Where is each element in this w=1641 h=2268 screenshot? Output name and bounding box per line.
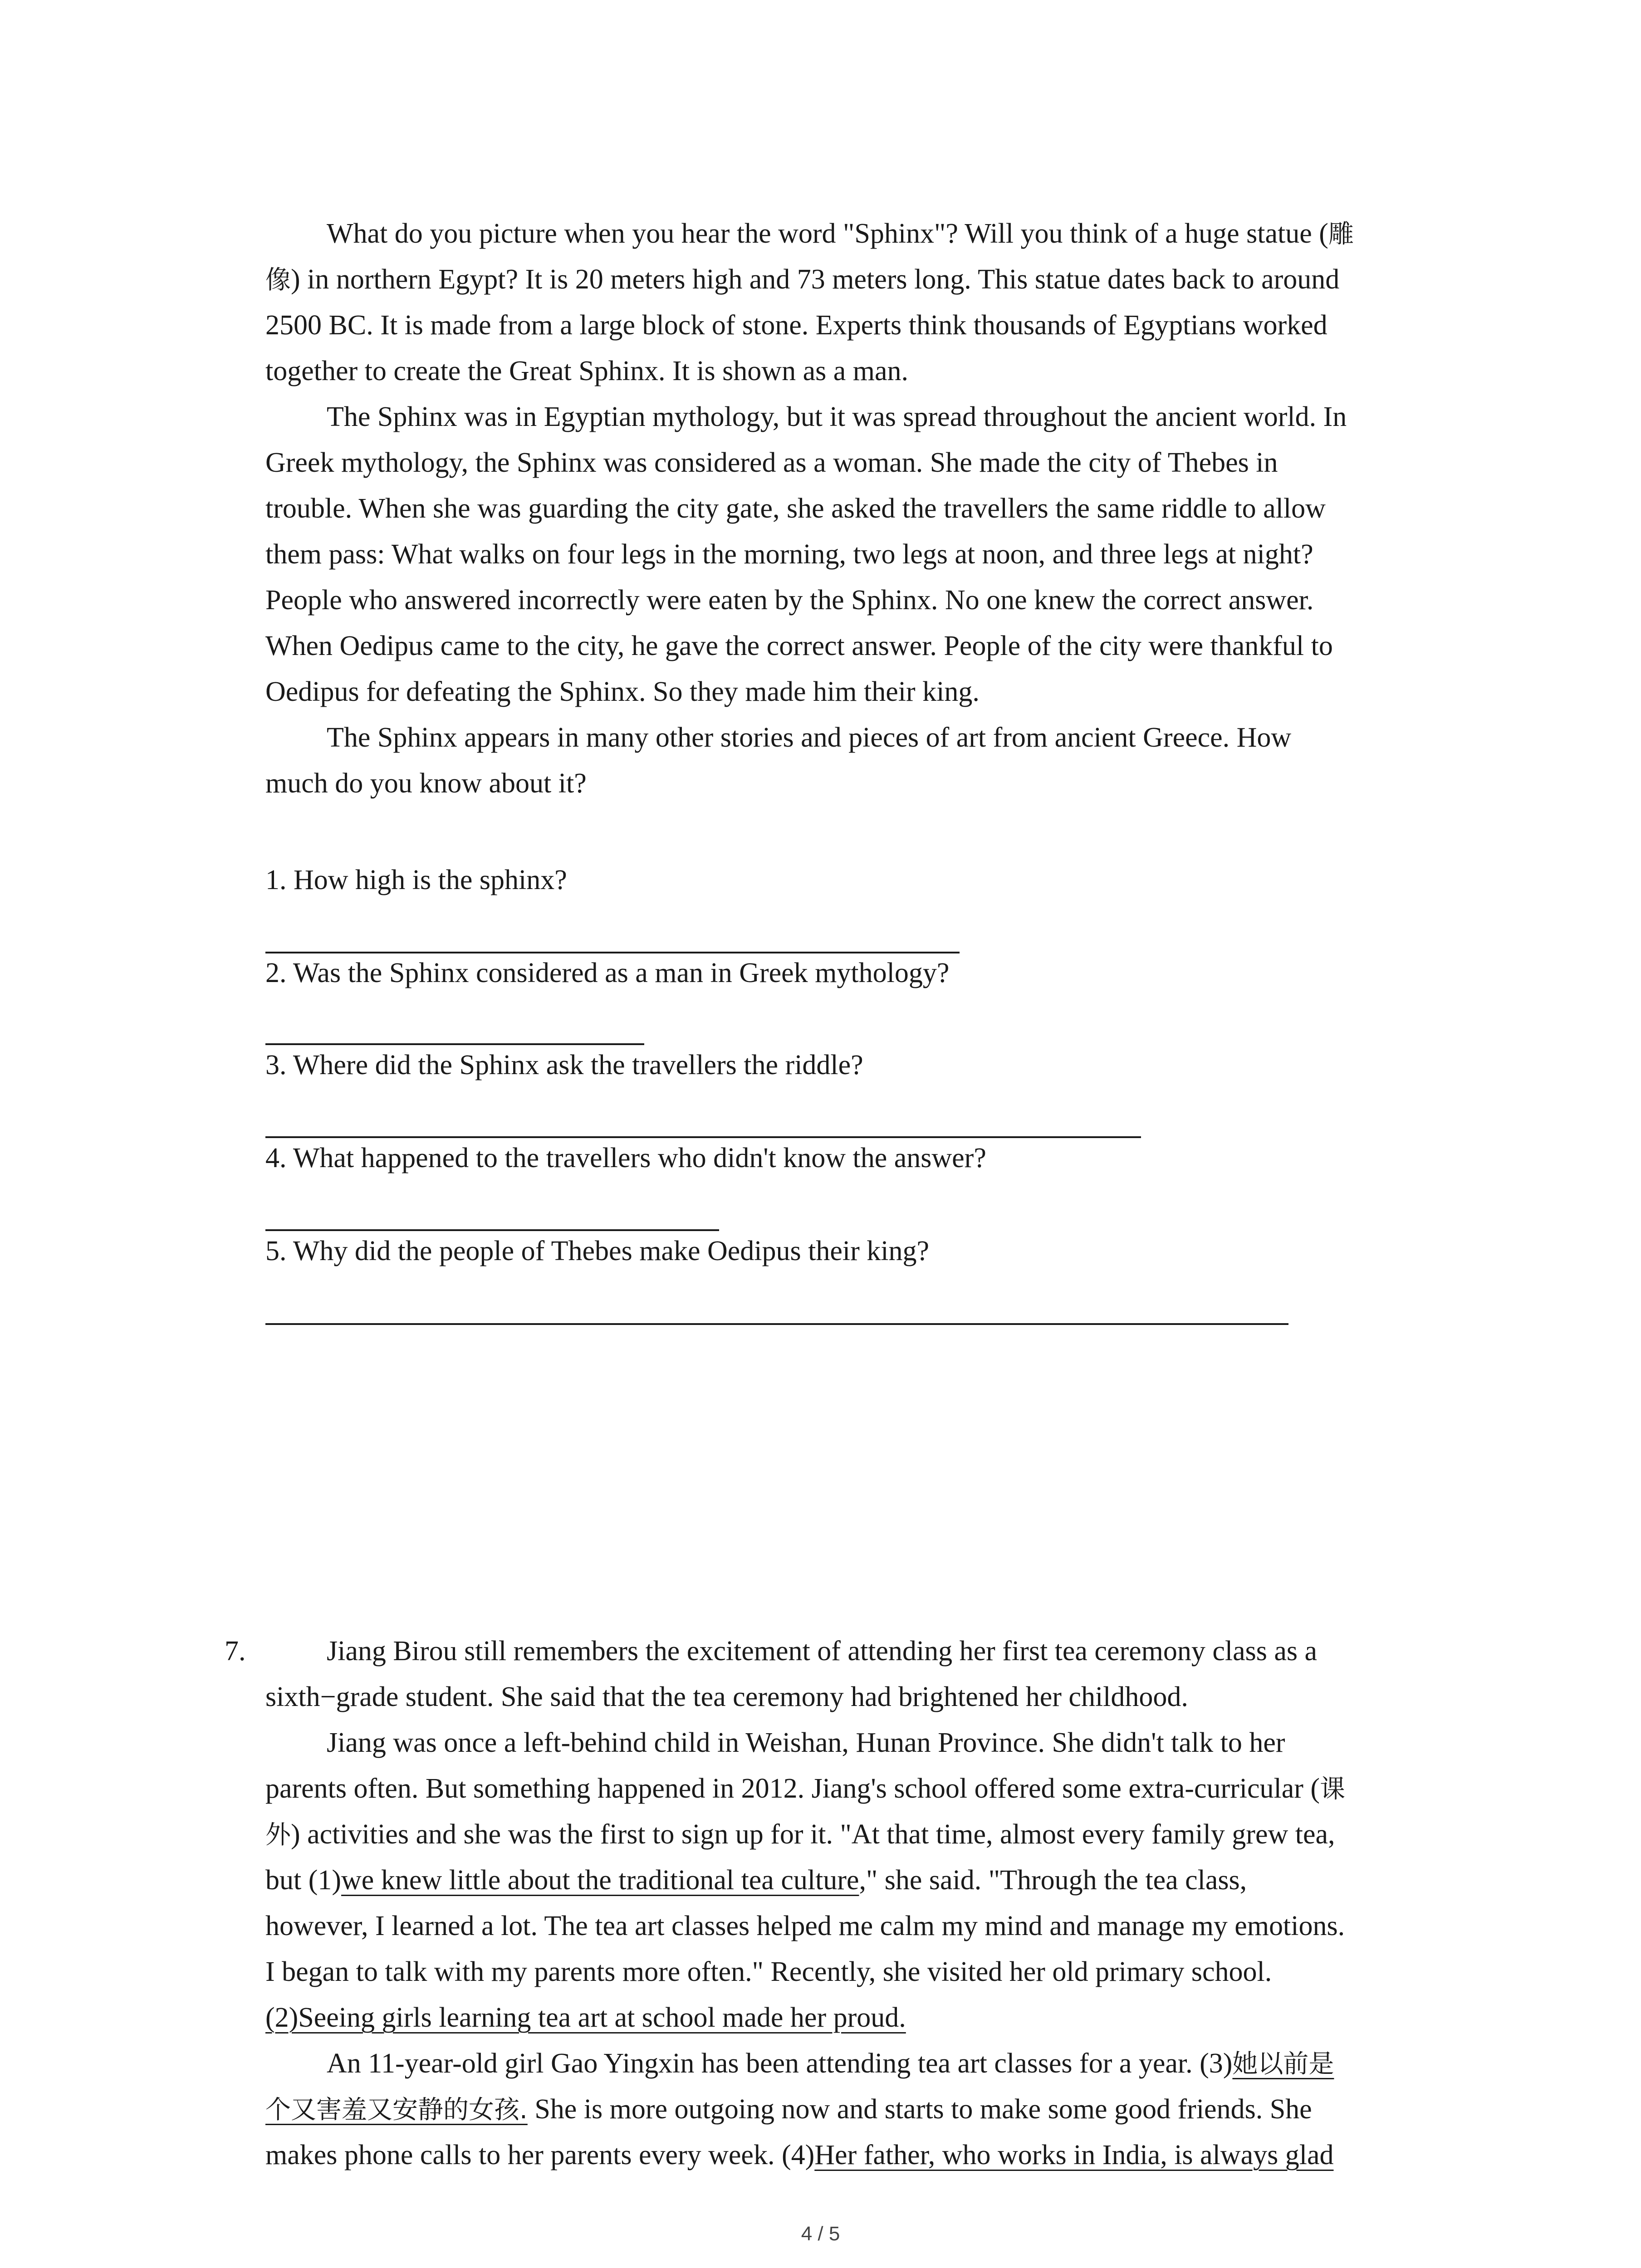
answer-line-5[interactable] (265, 1323, 1288, 1325)
text-run: An 11-year-old girl Gao Yingxin has been attending tea art classes for a year. (3) (327, 2048, 1233, 2079)
question-4: 4. What happened to the travellers who didn't know the answer? (265, 1143, 986, 1173)
answer-line-4[interactable] (265, 1229, 719, 1231)
passage-line: trouble. When she was guarding the city gate, she asked the travellers the same riddle to allow (265, 493, 1326, 524)
passage-line: 2500 BC. It is made from a large block of stone. Experts think thousands of Egyptians worked (265, 310, 1327, 341)
underlined-sentence-4: Her father, who works in India, is always glad (814, 2140, 1334, 2170)
passage-line (265, 1857, 1445, 1903)
underlined-sentence-2: (2)Seeing girls learning tea art at school made her proud. (265, 2002, 906, 2033)
text-run: but (1) (265, 1865, 342, 1896)
underlined-sentence-3-continued: 个又害羞又安静的女孩. (265, 2095, 528, 2125)
passage-tea-ceremony (265, 1628, 1445, 2178)
cjk-annotation: 外 (265, 1820, 291, 1850)
answer-line-1[interactable] (265, 952, 960, 953)
underlined-sentence-1: we knew little about the traditional tea culture (341, 1865, 859, 1896)
underlined-sentence-3: 她以前是 (1232, 2049, 1334, 2079)
page-number: 4 / 5 (801, 2223, 840, 2245)
passage-line (265, 1812, 1445, 1857)
passage-line (265, 2041, 1445, 2087)
cjk-annotation: 雕 (1328, 220, 1354, 249)
passage-line: People who answered incorrectly were eaten by the Sphinx. No one knew the correct answer. (265, 585, 1314, 616)
cjk-annotation: 像 (265, 265, 291, 295)
question-number: 7. (225, 1636, 246, 1667)
passage-line: together to create the Great Sphinx. It is shown as a man. (265, 356, 908, 386)
passage-line: When Oedipus came to the city, he gave the correct answer. People of the city were thankful to (265, 631, 1333, 661)
question-2: 2. Was the Sphinx considered as a man in Greek mythology? (265, 958, 950, 988)
text-run: She is more outgoing now and starts to make some good friends. She (527, 2094, 1312, 2125)
question-5: 5. Why did the people of Thebes make Oedipus their king? (265, 1236, 929, 1266)
passage-line (265, 211, 1445, 257)
question-1: 1. How high is the sphinx? (265, 865, 567, 895)
passage-line: Oedipus for defeating the Sphinx. So they made him their king. (265, 676, 980, 707)
passage-line (265, 2087, 1445, 2132)
text-run: ," she said. "Through the tea class, (859, 1865, 1247, 1896)
answer-line-2[interactable] (265, 1043, 644, 1045)
answer-line-3[interactable] (265, 1136, 1141, 1138)
passage-line: sixth−grade student. She said that the tea ceremony had brightened her childhood. (265, 1681, 1188, 1712)
passage-line: Greek mythology, the Sphinx was considered as a woman. She made the city of Thebes in (265, 447, 1278, 478)
passage-line (265, 2132, 1445, 2178)
passage-line: them pass: What walks on four legs in the morning, two legs at noon, and three legs at night? (265, 539, 1313, 570)
text-run: What do you picture when you hear the word "Sphinx"? Will you think of a huge statue ( (327, 218, 1328, 249)
cjk-annotation: 课 (1320, 1774, 1346, 1804)
passage-line: however, I learned a lot. The tea art classes helped me calm my mind and manage my emotions. (265, 1911, 1345, 1941)
text-run: makes phone calls to her parents every week. (4) (265, 2140, 815, 2170)
passage-line (265, 1995, 1445, 2041)
passage-line: Jiang Birou still remembers the excitement of attending her first tea ceremony class as a (327, 1636, 1318, 1667)
text-run: ) in northern Egypt? It is 20 meters high and 73 meters long. This statue dates back to around (291, 264, 1340, 295)
passage-line: Jiang was once a left-behind child in Weishan, Hunan Province. She didn't talk to her (327, 1727, 1285, 1758)
passage-line: The Sphinx appears in many other stories and pieces of art from ancient Greece. How (327, 722, 1292, 753)
text-run: ) activities and she was the first to sign up for it. "At that time, almost every family grew tea, (291, 1819, 1335, 1850)
passage-line: The Sphinx was in Egyptian mythology, but it was spread throughout the ancient world. In (327, 401, 1347, 432)
question-3: 3. Where did the Sphinx ask the travellers the riddle? (265, 1050, 863, 1080)
text-run: parents often. But something happened in 2012. Jiang's school offered some extra-curricular ( (265, 1773, 1320, 1804)
passage-line: I began to talk with my parents more often." Recently, she visited her old primary school. (265, 1956, 1272, 1987)
passage-line (265, 257, 1445, 303)
passage-sphinx (265, 211, 1445, 807)
passage-line (265, 1766, 1445, 1812)
passage-line: much do you know about it? (265, 768, 587, 799)
